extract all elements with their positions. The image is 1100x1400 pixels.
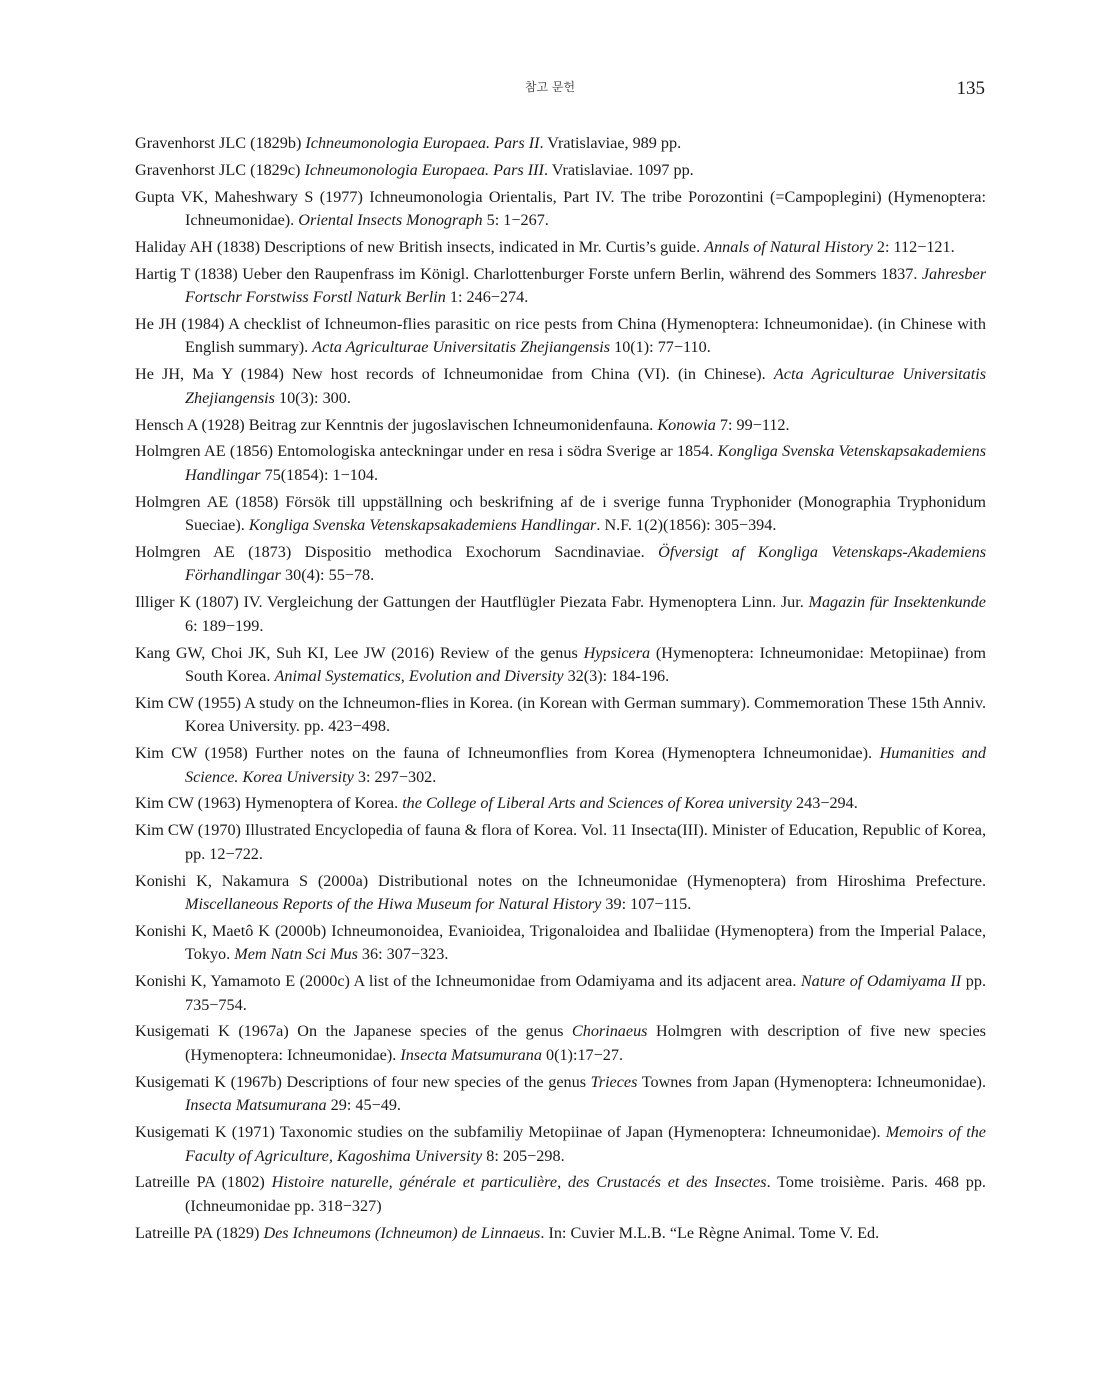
reference-text: Kusigemati K (1967b) Descriptions of four new species of the genus [135,1072,591,1091]
reference-text: 7: 99−112. [715,415,790,434]
reference-italic-text: Memoirs of the Faculty of Agriculture, Kagoshima University [185,1123,986,1165]
reference-text: 39: 107−115. [601,895,692,914]
reference-entry [135,132,986,156]
reference-text: 36: 307−323. [357,945,449,964]
reference-italic-text: the College of Liberal Arts and Sciences of Korea university [402,794,792,813]
reference-italic-text: Miscellaneous Reports of the Hiwa Museum for Natural History [185,895,602,914]
reference-text: Kim CW (1958) Further notes on the fauna of Ichneumonflies from Korea (Hymenoptera Ichneumonidae). [135,744,880,763]
reference-text: He JH, Ma Y (1984) New host records of Ichneumonidae from China (VI). (in Chinese). [135,365,774,384]
reference-text: Gravenhorst JLC (1829c) [135,160,305,179]
reference-text: 75(1854): 1−104. [260,465,379,484]
reference-entry [135,792,986,816]
reference-italic-text: Histoire naturelle, générale et particulière, des Crustacés et des Insectes [271,1173,767,1192]
reference-text: . Vratislaviae, 989 pp. [539,134,682,152]
reference-text: 29: 45−49. [326,1096,401,1115]
reference-entry [135,1020,986,1067]
reference-text: Konishi K, Maetô K (2000b) Ichneumonoidea, Evanioidea, Trigonaloidea and Ibaliidae (Hymenoptera) from the Imperial Palace, Tokyo. [135,921,986,964]
reference-entry [135,186,986,233]
reference-text: Kusigemati K (1971) Taxonomic studies on the subfamiliy Metopiinae of Japan (Hymenoptera: Ichneumonidae). [135,1123,886,1142]
reference-italic-text: Jahresber Fortschr Forstwiss Forstl Naturk Berlin [185,264,986,307]
reference-italic-text: Humanities and Science. Korea University [185,744,986,786]
reference-list [135,132,986,1248]
reference-text: 243−294. [791,794,858,813]
reference-italic-text: Acta Agriculturae Universitatis Zhejiangensis [185,365,986,407]
reference-text: Hensch A (1928) Beitrag zur Kenntnis der jugoslavischen Ichneumonidenfauna. [135,415,658,434]
reference-text: 3: 297−302. [353,767,437,786]
reference-text: . Vratislaviae. 1097 pp. [543,160,694,179]
reference-italic-text: Insecta Matsumurana [400,1045,542,1064]
reference-text: pp. 735−754. [185,972,986,1014]
reference-text: Haliday AH (1838) Descriptions of new British insects, indicated in Mr. Curtis’s guide. [135,237,705,256]
reference-entry [135,363,986,410]
reference-italic-text: Ichneumonologia Europaea. Pars II [305,134,540,152]
reference-text: Konishi K, Nakamura S (2000a) Distributional notes on the Ichneumonidae (Hymenoptera) from Hiroshima Prefecture. [135,871,986,890]
reference-italic-text: Trieces [590,1072,638,1091]
reference-italic-text: Animal Systematics, Evolution and Diversity [274,667,564,686]
reference-text: 6: 189−199. [185,616,264,635]
reference-italic-text: Kongliga Svenska Vetenskapsakademiens Handlingar [248,516,597,535]
reference-text: 10(3): 300. [274,388,351,407]
reference-text: Gupta VK, Maheshwary S (1977) Ichneumonologia Orientalis, Part IV. The tribe Porozontini (=Campoplegini) (Hymenoptera: Ichneumonidae). [135,187,986,230]
reference-entry [135,440,986,487]
reference-italic-text: Acta Agriculturae Universitatis Zhejiangensis [312,338,611,357]
reference-entry [135,313,986,360]
reference-italic-text: Ichneumonologia Europaea. Pars III [304,160,544,179]
reference-text: 10(1): 77−110. [610,338,711,357]
reference-italic-text: Des Ichneumons (Ichneumon) de Linnaeus [263,1223,541,1242]
reference-text: Gravenhorst JLC (1829b) [135,134,306,152]
reference-entry [135,870,986,917]
reference-italic-text: Chorinaeus [571,1022,648,1041]
reference-entry [135,819,986,866]
reference-text: Latreille PA (1802) [135,1173,272,1192]
reference-text: 1: 246−274. [445,288,529,307]
reference-entry [135,159,986,183]
reference-entry [135,642,986,689]
reference-entry [135,491,986,538]
reference-text: (Hymenoptera: Ichneumonidae: Metopiinae) from South Korea. [185,643,986,686]
reference-text: Holmgren AE (1873) Dispositio methodica Exochorum Sacndinaviae. [135,542,659,561]
reference-text: Hartig T (1838) Ueber den Raupenfrass im Königl. Charlottenburger Forste unfern Berlin, während des Sommers 1837. [135,264,922,283]
reference-text: Kusigemati K (1967a) On the Japanese species of the genus [135,1022,572,1041]
reference-entry [135,263,986,310]
reference-text: Townes from Japan (Hymenoptera: Ichneumonidae). [637,1072,986,1091]
reference-entry [135,1071,986,1118]
reference-entry [135,591,986,638]
reference-italic-text: Magazin für Insektenkunde [808,593,986,612]
page-header [0,78,1100,102]
reference-text: 2: 112−121. [872,237,955,256]
reference-text: 5: 1−267. [482,211,549,230]
running-title: 참고 문헌 [524,80,576,94]
reference-text: Kim CW (1970) Illustrated Encyclopedia of fauna & flora of Korea. Vol. 11 Insecta(III). Minister of Education, Republic of Korea, pp. 12−722. [135,821,986,863]
reference-italic-text: Konowia [657,415,716,434]
reference-entry [135,1222,986,1246]
reference-entry [135,692,986,739]
reference-italic-text: Mem Natn Sci Mus [234,945,358,964]
reference-text: Holmgren with description of five new species (Hymenoptera: Ichneumonidae). [185,1022,986,1064]
reference-italic-text: Annals of Natural History [704,237,873,256]
reference-italic-text: Insecta Matsumurana [185,1096,327,1115]
reference-text: Illiger K (1807) IV. Vergleichung der Gattungen der Hautflügler Piezata Fabr. Hymenoptera Linn. Jur. [135,593,809,612]
reference-text: . Tome troisième. Paris. 468 pp. (Ichneumonidae pp. 318−327) [185,1173,986,1215]
reference-text: Kim CW (1963) Hymenoptera of Korea. [135,794,403,813]
page-number: 135 [956,78,985,99]
reference-text: He JH (1984) A checklist of Ichneumon-flies parasitic on rice pests from China (Hymenoptera: Ichneumonidae). (in Chinese with English summary). [135,314,986,357]
reference-text: 0(1):17−27. [541,1045,624,1064]
reference-entry [135,1121,986,1168]
reference-text: Latreille PA (1829) [135,1223,264,1242]
reference-italic-text: Oriental Insects Monograph [298,211,483,230]
reference-italic-text: Nature of Odamiyama II [800,972,962,991]
reference-text: Kang GW, Choi JK, Suh KI, Lee JW (2016) Review of the genus [135,643,584,662]
reference-text: Kim CW (1955) A study on the Ichneumon-flies in Korea. (in Korean with German summary). Commemoration These 15th Anniv. Korea University. pp. 423−498. [135,693,986,736]
reference-text: . In: Cuvier M.L.B. “Le Règne Animal. Tome V. Ed. [540,1223,880,1242]
reference-entry [135,236,986,260]
reference-text: 32(3): 184-196. [563,667,670,686]
reference-entry [135,1171,986,1218]
reference-entry [135,920,986,967]
reference-text: . N.F. 1(2)(1856): 305−394. [596,516,777,535]
reference-entry [135,742,986,789]
reference-text: Konishi K, Yamamoto E (2000c) A list of the Ichneumonidae from Odamiyama and its adjacent area. [135,972,801,991]
reference-italic-text: Öfversigt af Kongliga Vetenskaps-Akademiens Förhandlingar [185,542,986,585]
reference-text: Holmgren AE (1858) Försök till uppställning och beskrifning af de i sverige funna Tryphonider (Monographia Tryphonidum Sueciae). [135,492,986,535]
reference-entry [135,970,986,1017]
reference-text: Holmgren AE (1856) Entomologiska anteckningar under en resa i södra Sverige ar 1854. [135,442,718,461]
reference-entry [135,414,986,438]
reference-italic-text: Kongliga Svenska Vetenskapsakademiens Handlingar [185,442,986,484]
reference-entry [135,541,986,588]
reference-text: 30(4): 55−78. [280,566,375,585]
reference-italic-text: Hypsicera [583,643,651,662]
reference-text: 8: 205−298. [482,1146,565,1165]
